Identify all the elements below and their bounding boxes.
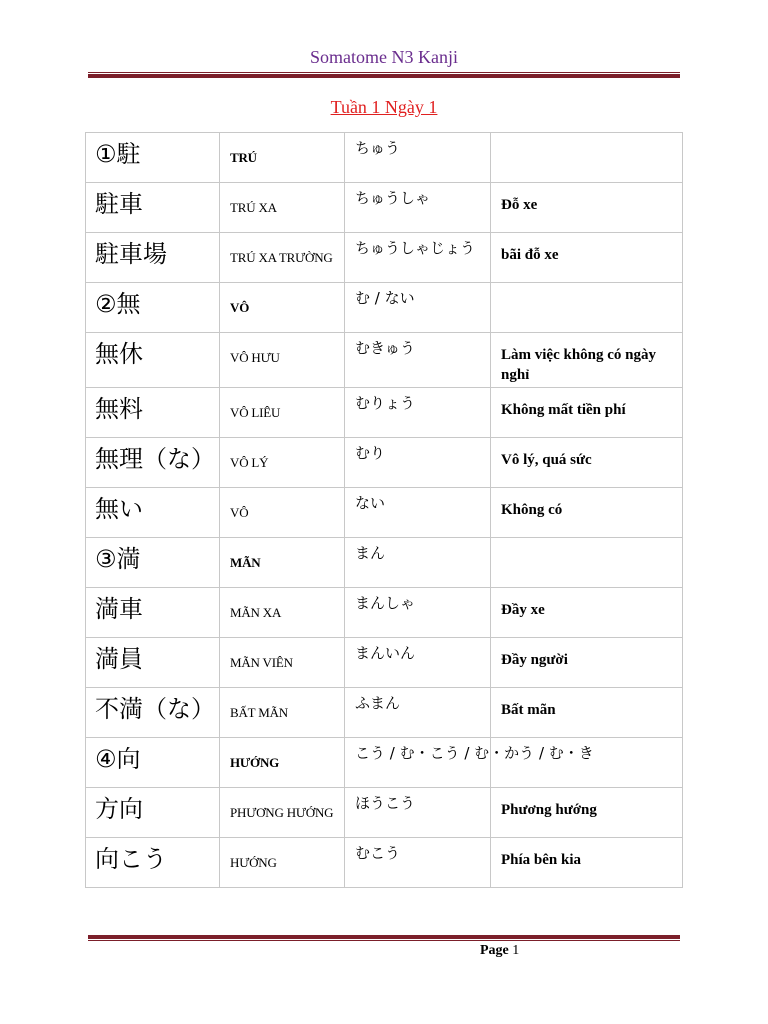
kanji-cell: 方向 — [95, 795, 143, 823]
table-row — [86, 438, 683, 488]
table-row — [86, 538, 683, 588]
reading-cell-container — [345, 788, 491, 838]
kanji-cell-container — [86, 688, 220, 738]
meaning-cell-container — [491, 183, 683, 233]
reading-cell: ない — [355, 494, 386, 512]
hanviet-cell-container — [220, 588, 345, 638]
kanji-cell: 無理（な） — [95, 445, 215, 473]
hanviet-cell: MÃN XA — [230, 605, 282, 620]
hanviet-cell: PHƯƠNG HƯỚNG — [230, 805, 334, 820]
meaning-cell-container — [491, 588, 683, 638]
page-number — [480, 943, 519, 959]
meaning-cell: Đầy xe — [501, 602, 545, 618]
kanji-cell-container — [86, 388, 220, 438]
hanviet-cell: VÔ LIÊU — [230, 405, 281, 420]
meaning-cell: Vô lý, quá sức — [501, 452, 592, 468]
reading-cell: むきゅう — [355, 339, 416, 357]
kanji-cell-container — [86, 233, 220, 283]
table-row — [86, 233, 683, 283]
meaning-cell: Làm việc không có ngày nghỉ — [501, 347, 657, 383]
kanji-cell-container — [86, 588, 220, 638]
kanji-cell: ②無 — [95, 290, 141, 318]
meaning-cell-container — [491, 133, 683, 183]
meaning-cell-container — [491, 838, 683, 888]
table-row — [86, 488, 683, 538]
kanji-cell-container — [86, 788, 220, 838]
hanviet-cell: MÃN VIÊN — [230, 655, 293, 670]
table-row — [86, 588, 683, 638]
reading-cell: むりょう — [355, 394, 416, 412]
meaning-cell: Đầy người — [501, 652, 568, 668]
kanji-cell-container — [86, 488, 220, 538]
table-row — [86, 133, 683, 183]
footer-rule-thin — [88, 940, 680, 941]
meaning-cell-container — [491, 438, 683, 488]
hanviet-cell-container — [220, 183, 345, 233]
reading-cell-container — [345, 333, 491, 388]
reading-cell-container — [345, 738, 594, 788]
table-row — [86, 838, 683, 888]
kanji-cell-container — [86, 283, 220, 333]
table-row — [86, 638, 683, 688]
meaning-cell: Không có — [501, 502, 563, 518]
reading-cell: むこう — [355, 844, 401, 862]
kanji-cell-container — [86, 183, 220, 233]
kanji-table — [85, 132, 683, 888]
reading-cell-container — [345, 283, 491, 333]
hanviet-cell: TRÚ — [230, 150, 257, 165]
header-rule-thick — [88, 74, 680, 78]
meaning-cell-container — [491, 333, 683, 388]
hanviet-cell: VÔ — [230, 505, 249, 520]
kanji-cell-container — [86, 333, 220, 388]
header-rule-thin — [88, 72, 680, 73]
meaning-cell: Đỗ xe — [501, 197, 538, 213]
reading-cell: ふまん — [355, 694, 401, 712]
kanji-cell-container — [86, 538, 220, 588]
meaning-cell: Bất mãn — [501, 702, 556, 718]
hanviet-cell: VÔ LÝ — [230, 455, 269, 470]
reading-cell: ちゅうしゃ — [355, 189, 431, 207]
hanviet-cell-container — [220, 638, 345, 688]
hanviet-cell-container — [220, 538, 345, 588]
hanviet-cell-container — [220, 488, 345, 538]
kanji-cell: 駐車 — [95, 190, 143, 218]
hanviet-cell: MÃN — [230, 555, 261, 570]
meaning-cell-container — [491, 388, 683, 438]
reading-cell-container — [345, 688, 491, 738]
hanviet-cell-container — [220, 233, 345, 283]
kanji-cell: 満員 — [95, 645, 143, 673]
kanji-cell-container — [86, 638, 220, 688]
reading-cell-container — [345, 438, 491, 488]
reading-cell: まんいん — [355, 644, 416, 662]
hanviet-cell: BẤT MÃN — [230, 705, 288, 720]
meaning-cell-container — [491, 638, 683, 688]
kanji-cell: 満車 — [95, 595, 143, 623]
hanviet-cell: VÔ HƯU — [230, 350, 280, 365]
reading-cell-container — [345, 538, 491, 588]
footer-rule-thick — [88, 935, 680, 939]
meaning-cell — [491, 283, 682, 295]
reading-cell: まん — [355, 544, 386, 562]
reading-cell: む / ない — [355, 289, 415, 307]
table-row — [86, 388, 683, 438]
hanviet-cell-container — [220, 438, 345, 488]
kanji-cell: 駐車場 — [95, 240, 167, 268]
table-row — [86, 688, 683, 738]
meaning-cell: Phương hướng — [501, 802, 597, 818]
table-row — [86, 738, 683, 788]
kanji-cell: ④向 — [95, 745, 141, 773]
reading-cell-container — [345, 488, 491, 538]
meaning-cell: Không mất tiền phí — [501, 402, 626, 418]
reading-cell-container — [345, 588, 491, 638]
meaning-cell-container — [491, 488, 683, 538]
document-header-title: Somatome N3 Kanji — [310, 47, 458, 67]
reading-cell: ほうこう — [355, 794, 416, 812]
hanviet-cell-container — [220, 788, 345, 838]
meaning-cell — [491, 538, 682, 550]
hanviet-cell: TRÚ XA — [230, 200, 277, 215]
reading-cell-container — [345, 638, 491, 688]
reading-cell-container — [345, 183, 491, 233]
page-label: Page — [480, 943, 509, 958]
reading-cell: むり — [355, 444, 386, 462]
meaning-cell: bãi đỗ xe — [501, 247, 559, 263]
lesson-title: Tuần 1 Ngày 1 — [330, 97, 438, 117]
meaning-cell — [491, 133, 682, 145]
reading-cell: こう / む・こう / む・かう / む・き — [355, 744, 594, 762]
reading-cell-container — [345, 838, 491, 888]
hanviet-cell: HƯỚNG — [230, 755, 280, 770]
hanviet-cell-container — [220, 333, 345, 388]
meaning-cell-container — [491, 788, 683, 838]
hanviet-cell: TRÚ XA TRƯỜNG — [230, 250, 333, 265]
meaning-cell-container — [491, 283, 683, 333]
table-row — [86, 788, 683, 838]
table-row — [86, 183, 683, 233]
kanji-cell-container — [86, 133, 220, 183]
page-number-value: 1 — [512, 943, 520, 958]
table-row — [86, 283, 683, 333]
kanji-cell-container — [86, 738, 220, 788]
reading-cell: ちゅう — [355, 139, 401, 157]
hanviet-cell-container — [220, 688, 345, 738]
kanji-cell-container — [86, 838, 220, 888]
table-row — [86, 333, 683, 388]
kanji-cell: 無い — [95, 495, 143, 523]
hanviet-cell: VÔ — [230, 300, 250, 315]
hanviet-cell-container — [220, 388, 345, 438]
reading-cell: まんしゃ — [355, 594, 416, 612]
kanji-cell-container — [86, 438, 220, 488]
hanviet-cell-container — [220, 283, 345, 333]
meaning-cell-container — [491, 233, 683, 283]
kanji-cell: 向こう — [95, 845, 167, 873]
meaning-cell-container — [491, 688, 683, 738]
reading-cell-container — [345, 133, 491, 183]
meaning-cell: Phía bên kia — [501, 852, 582, 868]
hanviet-cell-container — [220, 838, 345, 888]
reading-cell: ちゅうしゃじょう — [355, 239, 476, 257]
reading-cell-container — [345, 233, 491, 283]
hanviet-cell-container — [220, 133, 345, 183]
reading-cell-container — [345, 388, 491, 438]
kanji-cell: 不満（な） — [95, 695, 215, 723]
kanji-cell: 無休 — [95, 340, 143, 368]
kanji-cell: ①駐 — [95, 140, 141, 168]
kanji-cell: 無料 — [95, 395, 143, 423]
kanji-cell: ③満 — [95, 545, 141, 573]
hanviet-cell-container — [220, 738, 345, 788]
hanviet-cell: HƯỚNG — [230, 855, 277, 870]
meaning-cell-container — [491, 538, 683, 588]
